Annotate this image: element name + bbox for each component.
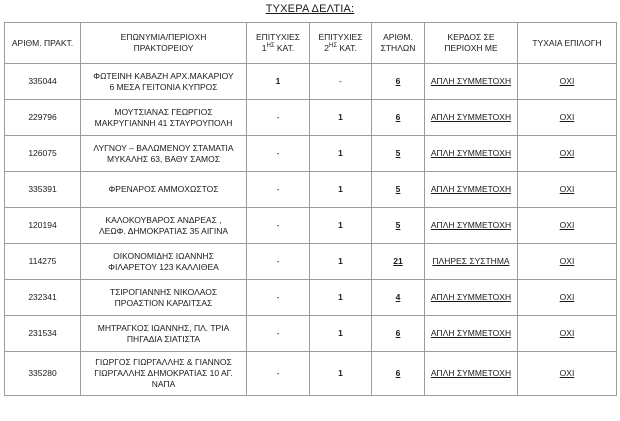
random-pick-link[interactable]: ΟΧΙ [518, 352, 617, 396]
table-row [5, 316, 617, 352]
category-1-cell: - [247, 316, 310, 352]
header-agent-name: ΕΠΩΝΥΜΙΑ/ΠΕΡΙΟΧΗ ΠΡΑΚΤΟΡΕΙΟΥ [81, 23, 247, 64]
agent-name-cell: ΜΟΥΤΣΙΑΝΑΣ ΓΕΩΡΓΙΟΣ ΜΑΚΡΥΓΙΑΝΝΗ 41 ΣΤΑΥΡΟΥΠΟΛΗ [81, 100, 247, 136]
agent-name-cell: ΤΣΙΡΟΓΙΑΝΝΗΣ ΝΙΚΟΛΑΟΣ ΠΡΟΑΣΤΙΟΝ ΚΑΡΔΙΤΣΑΣ [81, 280, 247, 316]
agent-number-cell: 232341 [5, 280, 81, 316]
agent-name-cell: ΦΩΤΕΙΝΗ ΚΑΒΑΖΗ ΑΡΧ.ΜΑΚΑΡΙΟΥ 6 ΜΕΣΑ ΓΕΙΤΟΝΙΑ ΚΥΠΡΟΣ [81, 64, 247, 100]
header-columns: ΑΡΙΘΜ. ΣΤΗΛΩΝ [372, 23, 425, 64]
category-2-cell: 1 [310, 316, 372, 352]
category-2-cell: 1 [310, 244, 372, 280]
columns-link[interactable]: 6 [372, 316, 425, 352]
agent-number-cell: 229796 [5, 100, 81, 136]
profit-link[interactable]: ΠΛΗΡΕΣ ΣΥΣΤΗΜΑ [425, 244, 518, 280]
random-pick-link[interactable]: ΟΧΙ [518, 316, 617, 352]
category-1-cell: - [247, 136, 310, 172]
category-1-cell: - [247, 352, 310, 396]
page-title: ΤΥΧΕΡΑ ΔΕΛΤΙΑ: [265, 3, 355, 15]
columns-link[interactable]: 4 [372, 280, 425, 316]
random-pick-link[interactable]: ΟΧΙ [518, 64, 617, 100]
profit-link[interactable]: ΑΠΛΗ ΣΥΜΜΕΤΟΧΗ [425, 172, 518, 208]
header-profit: ΚΕΡΔΟΣ ΣΕ ΠΕΡΙΟΧΗ ΜΕ [425, 23, 518, 64]
profit-link[interactable]: ΑΠΛΗ ΣΥΜΜΕΤΟΧΗ [425, 280, 518, 316]
random-pick-link[interactable]: ΟΧΙ [518, 244, 617, 280]
agent-name-cell: ΚΑΛΟΚΟΥΒΑΡΟΣ ΑΝΔΡΕΑΣ , ΛΕΩΦ. ΔΗΜΟΚΡΑΤΙΑΣ 35 ΑΙΓΙΝΑ [81, 208, 247, 244]
random-pick-link[interactable]: ΟΧΙ [518, 172, 617, 208]
agent-name-cell: ΜΗΤΡΑΓΚΟΣ ΙΩΑΝΝΗΣ, ΠΛ. ΤΡΙΑ ΠΗΓΑΔΙΑ ΣΙΑΤΙΣΤΑ [81, 316, 247, 352]
table-row [5, 172, 617, 208]
random-pick-link[interactable]: ΟΧΙ [518, 280, 617, 316]
profit-link[interactable]: ΑΠΛΗ ΣΥΜΜΕΤΟΧΗ [425, 100, 518, 136]
profit-link[interactable]: ΑΠΛΗ ΣΥΜΜΕΤΟΧΗ [425, 316, 518, 352]
columns-link[interactable]: 5 [372, 136, 425, 172]
profit-link[interactable]: ΑΠΛΗ ΣΥΜΜΕΤΟΧΗ [425, 208, 518, 244]
table-row [5, 64, 617, 100]
agent-number-cell: 120194 [5, 208, 81, 244]
agent-name-cell: ΛΥΓΝΟΥ – ΒΑΛΩΜΕΝΟΥ ΣΤΑΜΑΤΙΑ ΜΥΚΑΛΗΣ 63, ΒΑΘΥ ΣΑΜΟΣ [81, 136, 247, 172]
category-1-cell: - [247, 172, 310, 208]
agent-name-cell: ΓΙΩΡΓΟΣ ΓΙΩΡΓΑΛΛΗΣ & ΓΙΑΝΝΟΣ ΓΙΩΡΓΑΛΛΗΣ ΔΗΜΟΚΡΑΤΙΑΣ 10 ΑΓ. ΝΑΠΑ [81, 352, 247, 396]
table-row [5, 280, 617, 316]
category-1-cell: - [247, 244, 310, 280]
columns-link[interactable]: 21 [372, 244, 425, 280]
agent-number-cell: 126075 [5, 136, 81, 172]
agent-number-cell: 231534 [5, 316, 81, 352]
profit-link[interactable]: ΑΠΛΗ ΣΥΜΜΕΤΟΧΗ [425, 64, 518, 100]
category-2-cell: 1 [310, 208, 372, 244]
table-row [5, 352, 617, 396]
category-2-cell: 1 [310, 172, 372, 208]
random-pick-link[interactable]: ΟΧΙ [518, 208, 617, 244]
table-row [5, 100, 617, 136]
columns-link[interactable]: 6 [372, 100, 425, 136]
agent-number-cell: 114275 [5, 244, 81, 280]
columns-link[interactable]: 6 [372, 352, 425, 396]
category-1-cell: - [247, 208, 310, 244]
table-row [5, 208, 617, 244]
category-2-cell: 1 [310, 100, 372, 136]
header-category-2: ΕΠΙΤΥΧΙΕΣ $2^{H\Sigma}$ ΚΑΤ. [310, 23, 372, 64]
table-header-row [5, 23, 617, 64]
header-random-pick: ΤΥΧΑΙΑ ΕΠΙΛΟΓΗ [518, 23, 617, 64]
category-2-cell: 1 [310, 136, 372, 172]
agent-number-cell: 335044 [5, 64, 81, 100]
category-1-cell: - [247, 280, 310, 316]
agent-name-cell: ΦΡΕΝΑΡΟΣ ΑΜΜΟΧΩΣΤΟΣ [81, 172, 247, 208]
agent-number-cell: 335280 [5, 352, 81, 396]
category-2-cell: 1 [310, 352, 372, 396]
table-row [5, 136, 617, 172]
columns-link[interactable]: 5 [372, 172, 425, 208]
header-category-1: ΕΠΙΤΥΧΙΕΣ $1^{H\Sigma}$ ΚΑΤ. [247, 23, 310, 64]
profit-link[interactable]: ΑΠΛΗ ΣΥΜΜΕΤΟΧΗ [425, 352, 518, 396]
random-pick-link[interactable]: ΟΧΙ [518, 136, 617, 172]
header-agent-number: ΑΡΙΘΜ. ΠΡΑΚΤ. [5, 23, 81, 64]
table-row [5, 244, 617, 280]
category-1-cell: - [247, 100, 310, 136]
profit-link[interactable]: ΑΠΛΗ ΣΥΜΜΕΤΟΧΗ [425, 136, 518, 172]
category-2-cell: - [310, 64, 372, 100]
winning-tickets-table [4, 22, 617, 396]
agent-number-cell: 335391 [5, 172, 81, 208]
agent-name-cell: ΟΙΚΟΝΟΜΙΔΗΣ ΙΩΑΝΝΗΣ ΦΙΛΑΡΕΤΟΥ 123 ΚΑΛΛΙΘΕΑ [81, 244, 247, 280]
columns-link[interactable]: 5 [372, 208, 425, 244]
category-1-cell: 1 [247, 64, 310, 100]
random-pick-link[interactable]: ΟΧΙ [518, 100, 617, 136]
category-2-cell: 1 [310, 280, 372, 316]
columns-link[interactable]: 6 [372, 64, 425, 100]
